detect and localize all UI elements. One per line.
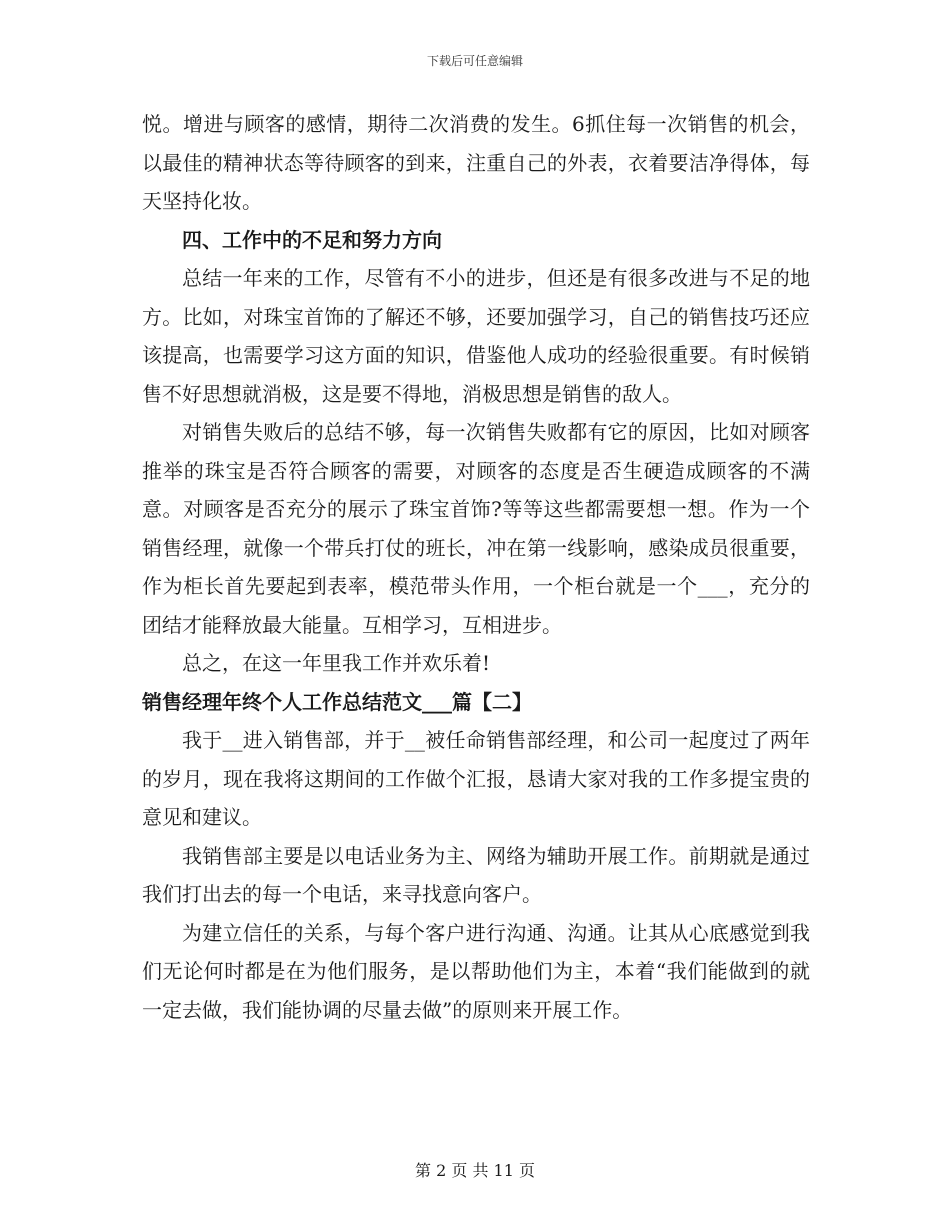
paragraph: 总之，在这一年里我工作并欢乐着! [182,651,491,675]
page-footer: 第 2 页 共 11 页 [415,1161,535,1180]
paragraph: 我销售部主要是以电话业务为主、网络为辅助开展工作。前期就是通过我们打出去的每一个电话，来寻找意向客户。 [142,843,810,906]
paragraph: 我于__进入销售部，并于__被任命销售部经理，和公司一起度过了两年的岁月，现在我将这期间的工作做个汇报，恳请大家对我的工作多提宝贵的意见和建议。 [142,728,810,829]
page-header: 下载后可任意编辑 [426,54,523,68]
paragraph: 为建立信任的关系，与每个客户进行沟通、沟通。让其从心底感觉到我们无论何时都是在为他们服务，是以帮助他们为主，本着“我们能做到的就一定去做，我们能协调的尽量去做”的原则来开展工作。 [142,920,810,1022]
document-title: 销售经理年终个人工作总结范文___篇【二】 [142,689,532,714]
document-body [142,105,810,1029]
paragraph: 对销售失败后的总结不够，每一次销售失败都有它的原因，比如对顾客推举的珠宝是否符合顾客的需要，对顾客的态度是否生硬造成顾客的不满意。对顾客是否充分的展示了珠宝首饰?等等这些都需要想一想。作为一个销售经理，就像一个带兵打仗的班长，冲在第一线影响，感染成员很重要，作为柜长首先要起到表率，模范带头作用，一个柜台就是一个___，充分的团结才能释放最大能量。互相学习，互相进步。 [142,420,810,637]
paragraph-continued: 悦。增进与顾客的感情，期待二次消费的发生。6抓住每一次销售的机会，以最佳的精神状态等待顾客的到来，注重自己的外表，衣着要洁净得体，每天坚持化妆。 [142,112,810,213]
paragraph: 总结一年来的工作，尽管有不小的进步，但还是有很多改进与不足的地方。比如，对珠宝首饰的了解还不够，还要加强学习，自己的销售技巧还应该提高，也需要学习这方面的知识，借鉴他人成功的经验很重要。有时候销售不好思想就消极，这是要不得地，消极思想是销售的敌人。 [142,266,810,406]
section-heading: 四、工作中的不足和努力方向 [182,227,442,252]
